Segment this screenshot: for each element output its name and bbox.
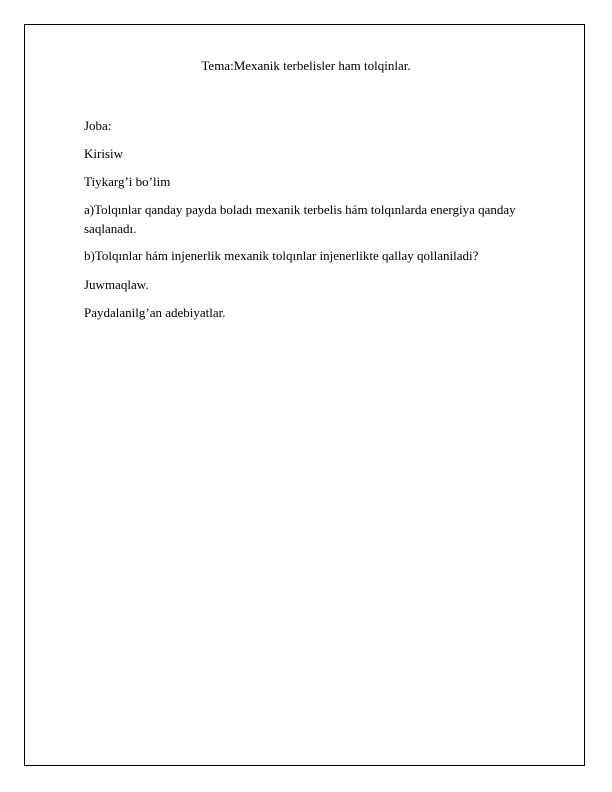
outline-item-subsection-a: a)Tolqınlar qanday payda boladı mexanik terbelis hám tolqınlarda energiya qanday saqlanadı. [84, 202, 516, 236]
outline-item-introduction: Kirisiw [84, 146, 123, 161]
outline-item-conclusion: Juwmaqlaw. [84, 277, 149, 292]
page-border [24, 24, 585, 766]
outline-item-subsection-b: b)Tolqınlar hám injenerlik mexanik tolqınlar injenerlikte qallay qollaniladi? [84, 248, 479, 263]
document-title: Tema:Mexanik terbelisler ham tolqinlar. [201, 58, 411, 73]
outline-item-references: Paydalanilg’an adebiyatlar. [84, 305, 226, 320]
outline-item-main-part: Tiykarg’i bo’lim [84, 174, 171, 189]
outline-heading: Joba: [84, 118, 112, 133]
